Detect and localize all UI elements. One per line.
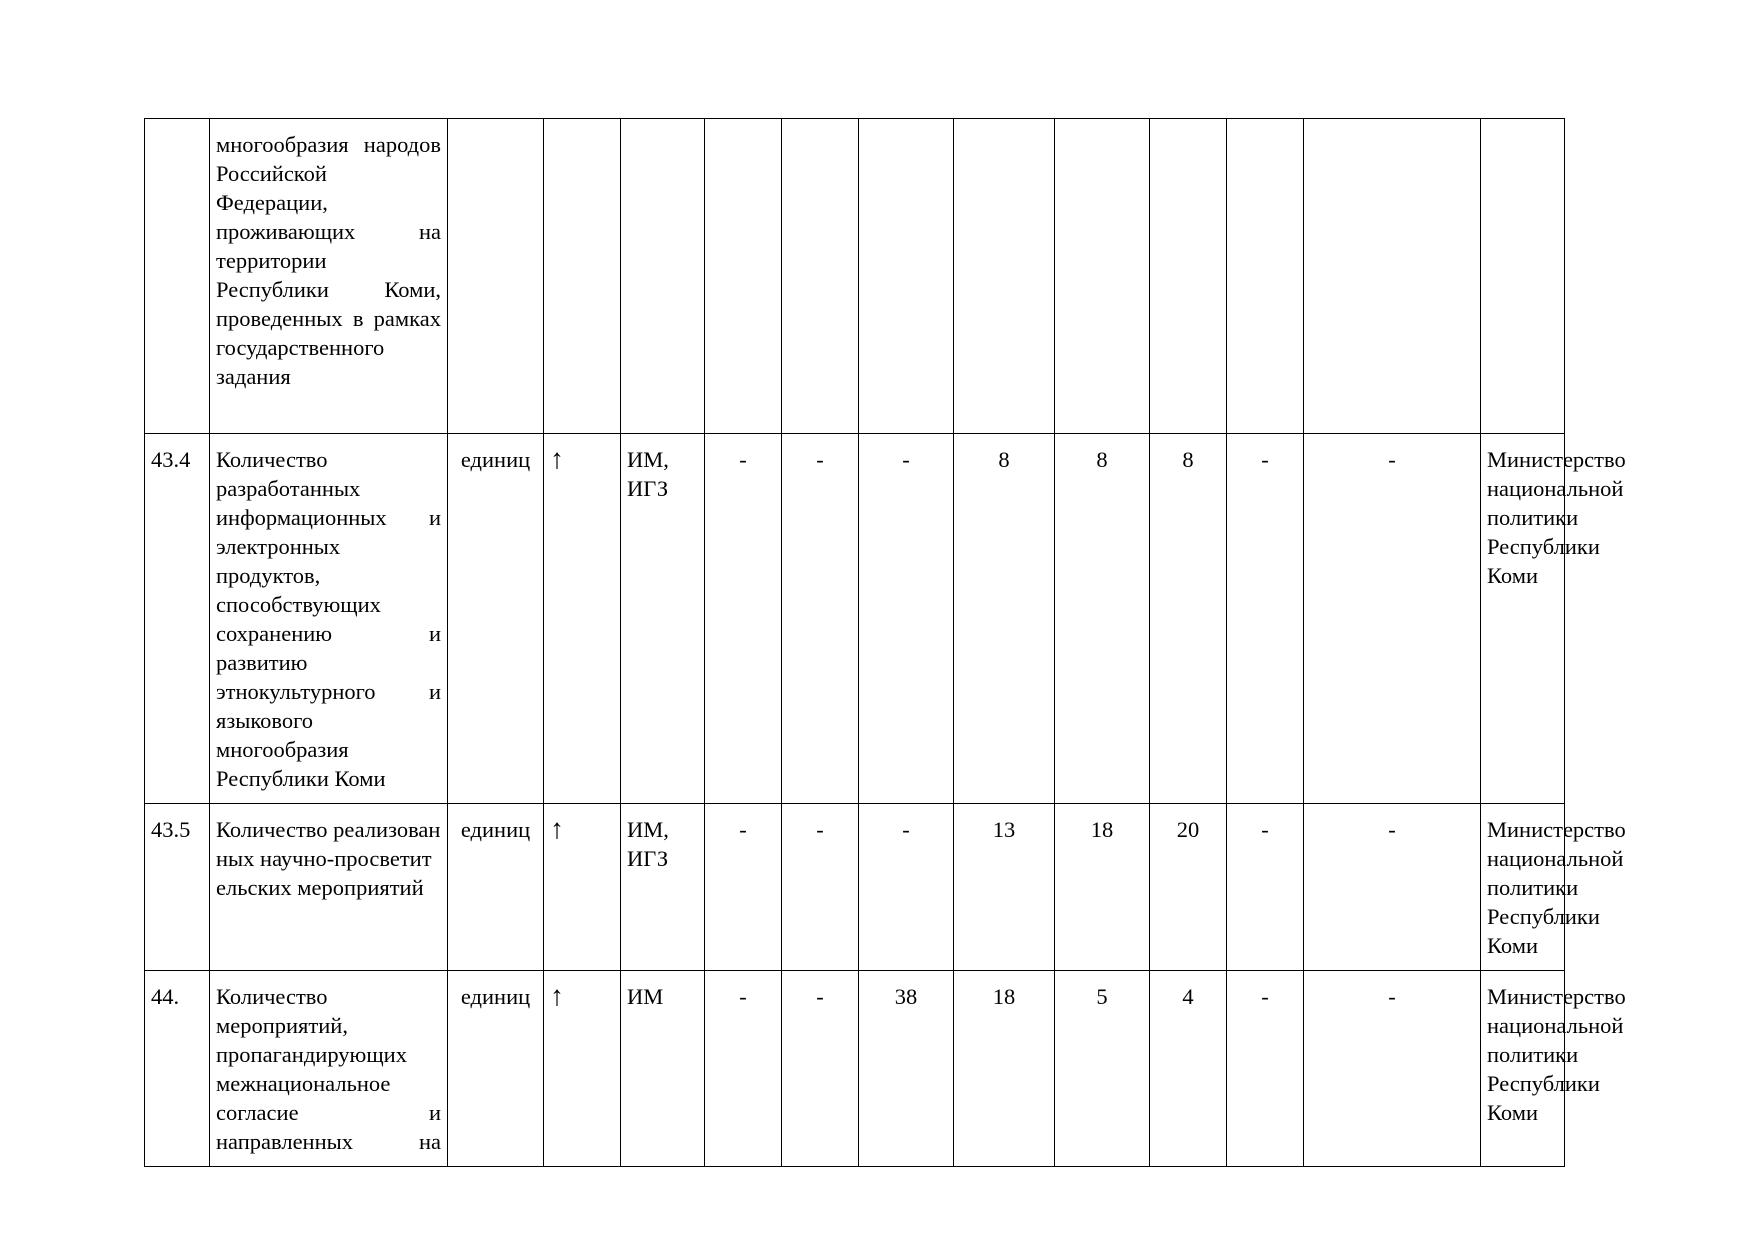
table-row xyxy=(145,804,1565,971)
direction-arrow-icon xyxy=(544,119,621,434)
source-cell xyxy=(621,119,705,434)
responsible-cell: Министерство национальной политики Республики Коми xyxy=(1481,971,1565,1167)
row-number: 43.4 xyxy=(145,434,210,804)
row-number: 43.5 xyxy=(145,804,210,971)
indicator-description xyxy=(210,804,448,971)
value-cell: 38 xyxy=(859,971,954,1167)
up-arrow-icon: ↑ xyxy=(544,971,621,1167)
up-arrow-icon: ↑ xyxy=(544,434,621,804)
responsible-cell: Министерство национальной политики Республики Коми xyxy=(1481,804,1565,971)
value-cell: 18 xyxy=(954,971,1055,1167)
value-cell: - xyxy=(705,971,782,1167)
indicator-description xyxy=(210,434,448,804)
source-cell: ИМ xyxy=(621,971,705,1167)
value-cell: 4 xyxy=(1150,971,1227,1167)
indicator-description-text: Количество мероприятий, пропагандирующих межнациональное согласие и направленных на xyxy=(216,984,441,1154)
value-cell: - xyxy=(1227,971,1304,1167)
value-cell: 8 xyxy=(1055,434,1150,804)
value-cell xyxy=(1150,119,1227,434)
value-cell: - xyxy=(859,804,954,971)
value-cell: 18 xyxy=(1055,804,1150,971)
value-cell: - xyxy=(705,434,782,804)
indicator-description-text: многообразия народов Российской Федерации, проживающих на территории Республики Коми, проведенных в рамках государственного задания xyxy=(216,132,441,389)
value-cell: 8 xyxy=(1150,434,1227,804)
value-cell xyxy=(859,119,954,434)
unit-cell xyxy=(448,119,544,434)
value-cell: - xyxy=(705,804,782,971)
value-cell: 8 xyxy=(954,434,1055,804)
value-cell: - xyxy=(782,434,859,804)
value-cell: - xyxy=(859,434,954,804)
value-cell: 5 xyxy=(1055,971,1150,1167)
value-cell xyxy=(1227,119,1304,434)
value-cell: - xyxy=(1304,971,1481,1167)
table-row xyxy=(145,971,1565,1167)
unit-cell: единиц xyxy=(448,804,544,971)
row-number xyxy=(145,119,210,434)
value-cell: - xyxy=(1304,804,1481,971)
value-cell xyxy=(782,119,859,434)
table-row xyxy=(145,434,1565,804)
source-cell: ИМ, ИГЗ xyxy=(621,434,705,804)
indicator-description xyxy=(210,119,448,434)
value-cell: - xyxy=(782,804,859,971)
row-number: 44. xyxy=(145,971,210,1167)
responsible-cell xyxy=(1481,119,1565,434)
value-cell xyxy=(1055,119,1150,434)
indicator-description xyxy=(210,971,448,1167)
value-cell: 13 xyxy=(954,804,1055,971)
table-row xyxy=(145,119,1565,434)
unit-cell: единиц xyxy=(448,434,544,804)
value-cell xyxy=(705,119,782,434)
value-cell: - xyxy=(1304,434,1481,804)
value-cell: 20 xyxy=(1150,804,1227,971)
value-cell xyxy=(1304,119,1481,434)
value-cell: - xyxy=(782,971,859,1167)
unit-cell: единиц xyxy=(448,971,544,1167)
value-cell xyxy=(954,119,1055,434)
indicator-description-text: Количество реализованных научно-просветительских мероприятий xyxy=(216,817,441,900)
value-cell: - xyxy=(1227,804,1304,971)
up-arrow-icon: ↑ xyxy=(544,804,621,971)
responsible-cell: Министерство национальной политики Республики Коми xyxy=(1481,434,1565,804)
indicator-description-text: Количество разработанных информационных и электронных продуктов, способствующих сохранению и развитию этнокультурного и языкового многообразия Республики Коми xyxy=(216,447,441,791)
indicators-table xyxy=(144,118,1626,1167)
source-cell: ИМ, ИГЗ xyxy=(621,804,705,971)
value-cell: - xyxy=(1227,434,1304,804)
